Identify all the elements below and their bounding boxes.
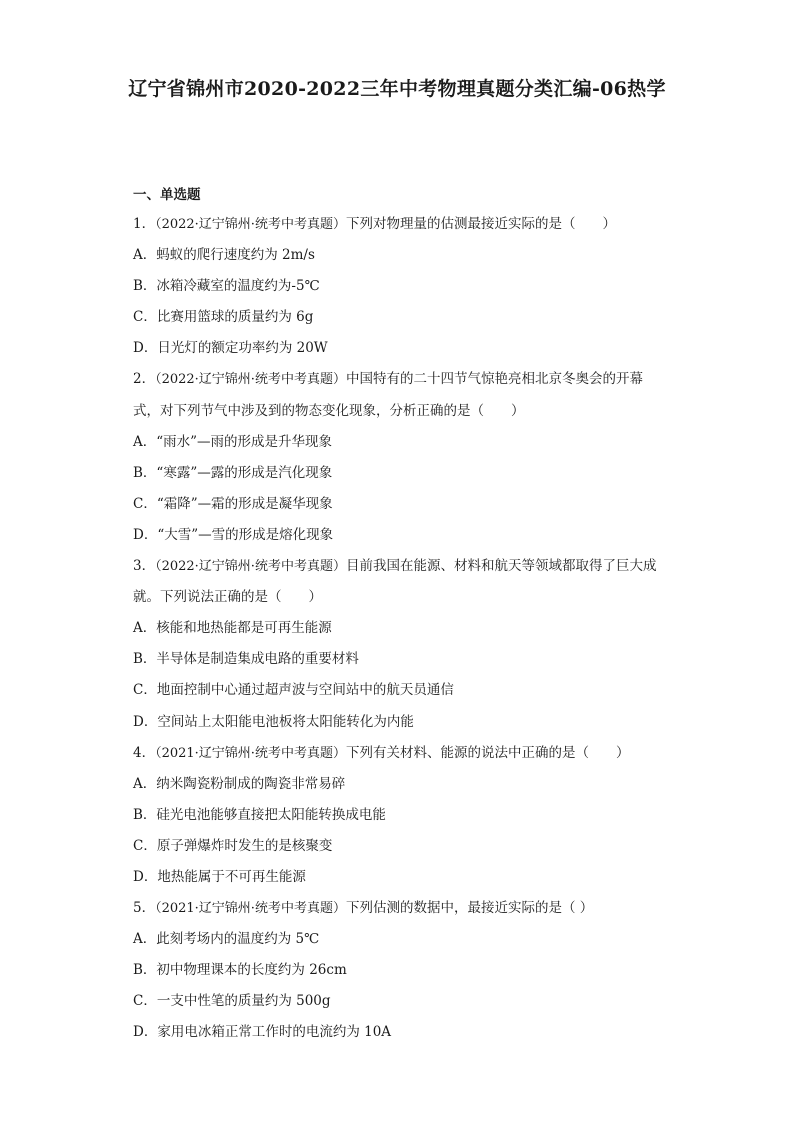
question-3 (133, 551, 663, 738)
option-b: B．半导体是制造集成电路的重要材料 (133, 651, 359, 668)
question-stem (133, 551, 663, 613)
question-number: 5． (133, 900, 156, 917)
option-d: D．日光灯的额定功率约为 20W (133, 340, 328, 357)
question-number: 1． (133, 216, 156, 232)
question-stem (133, 364, 663, 426)
option-c: C．一支中性笔的质量约为 500g (133, 993, 331, 1010)
question-text: 目前我国在能源、材料和航天等领域都取得了巨大成就。下列说法正确的是（ ） (133, 558, 657, 606)
question-number: 4． (133, 744, 156, 761)
question-text: 下列对物理量的估测最接近实际的是（ ） (345, 216, 616, 232)
question-text: 中国特有的二十四节气惊艳亮相北京冬奥会的开幕式，对下列节气中涉及到的物态变化现象，分析正确的是（ ） (133, 371, 643, 419)
option-c: C．地面控制中心通过超声波与空间站中的航天员通信 (133, 682, 454, 699)
option-b: B．“寒露”—露的形成是汽化现象 (133, 464, 333, 481)
question-text: 下列估测的数据中，最接近实际的是（ ） (345, 900, 594, 917)
question-stem (133, 738, 663, 769)
question-source: （2021·辽宁锦州·统考中考真题） (155, 901, 346, 917)
option-a: A．“雨水”—雨的形成是升华现象 (133, 433, 333, 450)
question-text: 下列有关材料、能源的说法中正确的是（ ） (345, 744, 630, 761)
question-4 (133, 738, 663, 893)
option-d: D．地热能属于不可再生能源 (133, 868, 306, 885)
option-d: D．家用电冰箱正常工作时的电流约为 10A (133, 1024, 392, 1041)
question-source: （2021·辽宁锦州·统考中考真题） (155, 745, 346, 761)
document-title: 辽宁省锦州市2020-2022三年中考物理真题分类汇编-06热学 (128, 78, 666, 100)
option-d: D．“大雪”—雪的形成是熔化现象 (133, 526, 334, 543)
option-c: C．比赛用篮球的质量约为 6g (133, 309, 314, 326)
question-5 (133, 893, 663, 1048)
question-source: （2022·辽宁锦州·统考中考真题） (155, 559, 346, 575)
option-b: B．冰箱冷藏室的温度约为-5℃ (133, 278, 320, 295)
option-d: D．空间站上太阳能电池板将太阳能转化为内能 (133, 713, 414, 730)
question-2 (133, 364, 663, 551)
question-list (133, 209, 663, 1049)
option-a: A．此刻考场内的温度约为 5℃ (133, 931, 320, 948)
question-number: 3． (133, 558, 156, 575)
question-source: （2022·辽宁锦州·统考中考真题） (155, 372, 346, 388)
option-b: B．硅光电池能够直接把太阳能转换成电能 (133, 806, 386, 823)
question-stem (133, 893, 663, 924)
question-1 (133, 209, 663, 364)
question-stem (133, 209, 663, 240)
option-a: A．蚂蚁的爬行速度约为 2m/s (133, 247, 315, 264)
question-source: （2022·辽宁锦州·统考中考真题） (155, 217, 346, 232)
option-c: C．“霜降”—霜的形成是凝华现象 (133, 495, 333, 512)
option-b: B．初中物理课本的长度约为 26cm (133, 962, 347, 979)
section-heading: 一、单选题 (133, 187, 201, 203)
option-a: A．纳米陶瓷粉制成的陶瓷非常易碎 (133, 775, 346, 792)
option-a: A．核能和地热能都是可再生能源 (133, 620, 332, 637)
option-c: C．原子弹爆炸时发生的是核聚变 (133, 837, 333, 854)
question-number: 2． (133, 371, 156, 388)
